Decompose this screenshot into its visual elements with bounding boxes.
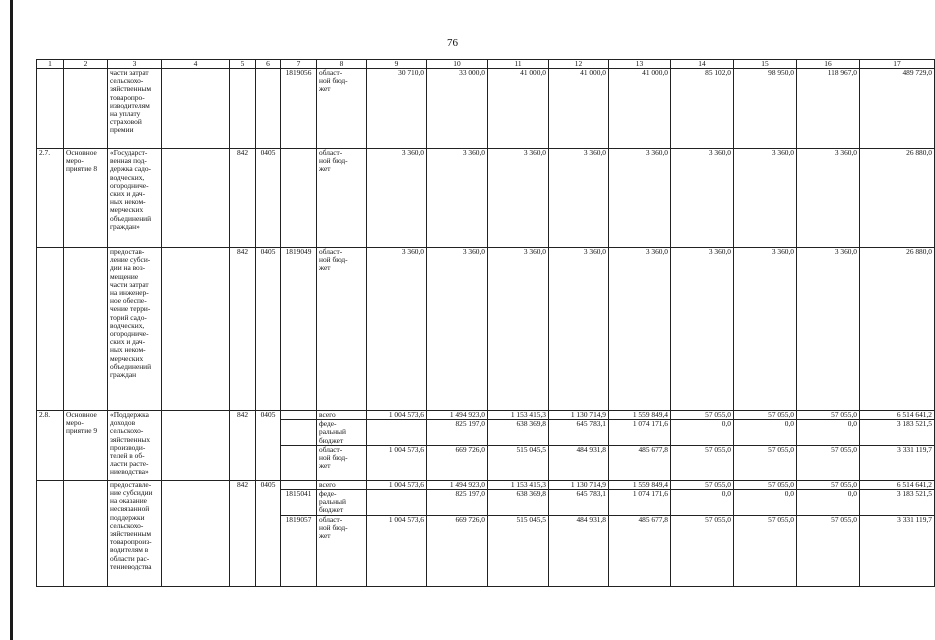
amount-cell: 1 004 573,6: [367, 445, 427, 480]
column-number-8: 8: [317, 60, 367, 69]
executor-cell: [162, 69, 230, 149]
amount-cell: 645 783,1: [549, 490, 609, 516]
amount-cell: 669 726,0: [427, 515, 488, 586]
column-number-4: 4: [162, 60, 230, 69]
page-number: 76: [447, 37, 458, 49]
item-description-line: ние субсидии: [110, 488, 153, 498]
code-csr: 1815041: [281, 490, 317, 516]
column-number-10: 10: [427, 60, 488, 69]
amount-cell: 3 360,0: [367, 248, 427, 411]
item-description-line: «Поддержка: [110, 410, 149, 419]
item-description-line: страховой: [110, 117, 142, 127]
item-name-line: меро-: [66, 418, 84, 428]
code-rzpr: 0405: [256, 480, 281, 586]
item-description-line: мещение: [110, 271, 139, 281]
item-description-line: ласти расте-: [110, 459, 149, 469]
amount-cell: 3 331 119,7: [860, 445, 935, 480]
item-description-line: тениеводства: [110, 561, 152, 571]
amount-cell: 0,0: [797, 420, 860, 446]
amount-cell: 118 967,0: [797, 69, 860, 149]
item-description-line: на оказание: [110, 496, 147, 506]
amount-cell: 3 360,0: [609, 149, 671, 248]
amount-cell: 1 130 714,9: [549, 480, 609, 489]
amount-cell: 57 055,0: [734, 480, 797, 489]
amount-cell: 3 360,0: [734, 149, 797, 248]
column-number-16: 16: [797, 60, 860, 69]
funding-source-line: ной бюд-: [319, 76, 348, 86]
item-description-line: «Государст-: [110, 148, 148, 157]
executor-cell: [162, 480, 230, 586]
executor-cell: [162, 248, 230, 411]
funding-source-line: бюджет: [319, 435, 344, 445]
amount-cell: 1 074 171,6: [609, 420, 671, 446]
item-description-line: торий садо-: [110, 312, 147, 322]
item-description-line: производи-: [110, 442, 146, 452]
code-grbs: [230, 69, 256, 149]
funding-source-line: феде-: [319, 419, 337, 429]
funding-source-line: област-: [319, 444, 343, 454]
funding-source-line: жет: [319, 531, 331, 541]
amount-cell: 1 074 171,6: [609, 490, 671, 516]
amount-cell: 0,0: [797, 490, 860, 516]
item-name-line: меро-: [66, 156, 84, 166]
item-number: [37, 69, 64, 149]
item-description-line: товаропроиз-: [110, 537, 152, 547]
code-rzpr: [256, 69, 281, 149]
item-number: 2.7.: [37, 149, 64, 248]
amount-cell: 3 360,0: [797, 248, 860, 411]
code-rzpr: 0405: [256, 248, 281, 411]
item-description-line: граждан»: [110, 221, 140, 231]
item-name: [64, 149, 108, 248]
item-description-line: ных неком-: [110, 345, 146, 355]
code-grbs: 842: [230, 149, 256, 248]
table-row: [37, 149, 935, 248]
code-csr: [281, 445, 317, 480]
table-row: [37, 69, 935, 149]
amount-cell: 41 000,0: [609, 69, 671, 149]
item-description-line: граждан: [110, 370, 137, 380]
item-number: [37, 480, 64, 586]
column-number-2: 2: [64, 60, 108, 69]
amount-cell: 57 055,0: [797, 411, 860, 420]
funding-source-line: област-: [319, 148, 343, 157]
amount-cell: 645 783,1: [549, 420, 609, 446]
amount-cell: 1 130 714,9: [549, 411, 609, 420]
amount-cell: 57 055,0: [734, 445, 797, 480]
amount-cell: 3 360,0: [609, 248, 671, 411]
column-number-15: 15: [734, 60, 797, 69]
table-row: [37, 480, 935, 489]
amount-cell: 1 004 573,6: [367, 480, 427, 489]
funding-source-line: ной бюд-: [319, 255, 348, 265]
amount-cell: 484 931,8: [549, 445, 609, 480]
amount-cell: 57 055,0: [671, 515, 734, 586]
item-name: [64, 411, 108, 481]
item-description-line: на уплату: [110, 109, 141, 119]
funding-source-line: област-: [319, 68, 343, 77]
funding-source-line: ной бюд-: [319, 453, 348, 463]
funding-source-line: феде-: [319, 489, 337, 499]
amount-cell: 57 055,0: [734, 411, 797, 420]
table-row: [37, 248, 935, 411]
amount-cell: 825 197,0: [427, 420, 488, 446]
amount-cell: 30 710,0: [367, 69, 427, 149]
item-description-line: сельскохо-: [110, 76, 144, 86]
amount-cell: 1 494 923,0: [427, 411, 488, 420]
code-csr: [281, 420, 317, 446]
item-description-line: поддержки: [110, 512, 145, 522]
item-description-line: предоставле-: [110, 479, 152, 489]
funding-source-line: ральный: [319, 427, 346, 437]
item-name: [64, 69, 108, 149]
item-description-line: объединений: [110, 361, 152, 371]
column-number-7: 7: [281, 60, 317, 69]
item-description-line: области рас-: [110, 553, 150, 563]
amount-cell: 57 055,0: [671, 445, 734, 480]
item-description-line: премии: [110, 125, 134, 135]
item-description-line: ских и дач-: [110, 189, 146, 199]
funding-source: [317, 149, 367, 248]
item-description-line: огородниче-: [110, 329, 149, 339]
item-description-line: сельскохо-: [110, 520, 144, 530]
executor-cell: [162, 411, 230, 481]
column-number-1: 1: [37, 60, 64, 69]
item-description-line: водческих,: [110, 320, 145, 330]
item-description-line: телей в об-: [110, 451, 145, 461]
amount-cell: 57 055,0: [734, 515, 797, 586]
item-description-line: дии на воз-: [110, 263, 146, 273]
item-description-line: объединений: [110, 213, 152, 223]
item-description-line: зяйственным: [110, 529, 152, 539]
amount-cell: 1 004 573,6: [367, 411, 427, 420]
column-number-11: 11: [488, 60, 549, 69]
amount-cell: 0,0: [734, 490, 797, 516]
amount-cell: 0,0: [671, 420, 734, 446]
code-csr: 1819057: [281, 515, 317, 586]
amount-cell: 41 000,0: [549, 69, 609, 149]
scan-edge-line: [10, 0, 13, 640]
amount-cell: 485 677,8: [609, 515, 671, 586]
item-description: [108, 149, 162, 248]
funding-source-line: жет: [319, 164, 331, 174]
column-number-6: 6: [256, 60, 281, 69]
item-description-line: зяйственных: [110, 434, 151, 444]
amount-cell: 57 055,0: [671, 411, 734, 420]
funding-source-line: ной бюд-: [319, 156, 348, 166]
amount-cell: 638 369,8: [488, 420, 549, 446]
column-number-14: 14: [671, 60, 734, 69]
item-description-line: огородниче-: [110, 180, 149, 190]
item-description-line: предостав-: [110, 247, 145, 256]
amount-cell: 3 360,0: [549, 149, 609, 248]
item-description: [108, 480, 162, 586]
amount-cell: 98 950,0: [734, 69, 797, 149]
funding-source: [317, 420, 367, 446]
item-description-line: ных неком-: [110, 197, 146, 207]
amount-cell: 3 183 521,5: [860, 420, 935, 446]
item-description-line: ление субси-: [110, 255, 151, 265]
amount-cell: 3 360,0: [367, 149, 427, 248]
amount-cell: 3 360,0: [734, 248, 797, 411]
item-name-line: приятие 9: [66, 426, 98, 436]
budget-table: [36, 59, 935, 587]
amount-cell: 57 055,0: [671, 480, 734, 489]
item-description-line: держка садо-: [110, 164, 152, 174]
amount-cell: 1 153 415,3: [488, 480, 549, 489]
item-description-line: мерческих: [110, 353, 144, 363]
code-grbs: 842: [230, 480, 256, 586]
item-description-line: ниеводства»: [110, 467, 149, 477]
amount-cell: 3 360,0: [427, 149, 488, 248]
item-description: [108, 69, 162, 149]
amount-cell: 3 331 119,7: [860, 515, 935, 586]
funding-source: [317, 490, 367, 516]
item-name-line: Основное: [66, 410, 97, 419]
amount-cell: 515 045,5: [488, 445, 549, 480]
item-description-line: водителям в: [110, 545, 149, 555]
funding-source: [317, 515, 367, 586]
amount-cell: 33 000,0: [427, 69, 488, 149]
column-number-9: 9: [367, 60, 427, 69]
amount-cell: 3 360,0: [797, 149, 860, 248]
item-description-line: венная под-: [110, 156, 147, 166]
funding-source-line: ной бюд-: [319, 522, 348, 532]
amount-cell: 26 880,0: [860, 149, 935, 248]
funding-source-line: област-: [319, 247, 343, 256]
amount-cell: 3 183 521,5: [860, 490, 935, 516]
amount-cell: 57 055,0: [797, 515, 860, 586]
amount-cell: 515 045,5: [488, 515, 549, 586]
funding-source: [317, 248, 367, 411]
item-description-line: мерческих: [110, 205, 144, 215]
amount-cell: 489 729,0: [860, 69, 935, 149]
amount-cell: 41 000,0: [488, 69, 549, 149]
executor-cell: [162, 149, 230, 248]
header-row: [37, 60, 935, 69]
amount-cell: 26 880,0: [860, 248, 935, 411]
code-csr: [281, 149, 317, 248]
item-description-line: товаропро-: [110, 92, 145, 102]
funding-source-line: жет: [319, 84, 331, 94]
code-rzpr: 0405: [256, 149, 281, 248]
amount-cell: 825 197,0: [427, 490, 488, 516]
amount-cell: 0,0: [671, 490, 734, 516]
amount-cell: 3 360,0: [671, 149, 734, 248]
funding-source-line: ральный: [319, 497, 346, 507]
amount-cell: [367, 420, 427, 446]
column-number-12: 12: [549, 60, 609, 69]
item-number: [37, 248, 64, 411]
amount-cell: 1 153 415,3: [488, 411, 549, 420]
amount-cell: 57 055,0: [797, 445, 860, 480]
code-csr: 1819056: [281, 69, 317, 149]
funding-source: [317, 69, 367, 149]
amount-cell: 3 360,0: [427, 248, 488, 411]
funding-source-line: жет: [319, 461, 331, 471]
amount-cell: 485 677,8: [609, 445, 671, 480]
item-description-line: несвязанной: [110, 504, 150, 514]
funding-source-line: жет: [319, 263, 331, 273]
amount-cell: 85 102,0: [671, 69, 734, 149]
amount-cell: 669 726,0: [427, 445, 488, 480]
amount-cell: [367, 490, 427, 516]
item-description-line: чение терри-: [110, 304, 151, 314]
item-number: 2.8.: [37, 411, 64, 481]
column-number-17: 17: [860, 60, 935, 69]
item-description-line: зяйственным: [110, 84, 152, 94]
funding-source-line: област-: [319, 514, 343, 524]
amount-cell: 57 055,0: [797, 480, 860, 489]
amount-cell: 1 559 849,4: [609, 480, 671, 489]
funding-source-line: всего: [319, 479, 336, 489]
column-number-13: 13: [609, 60, 671, 69]
item-description-line: части затрат: [110, 279, 149, 289]
funding-source: [317, 445, 367, 480]
item-description-line: изводителям: [110, 100, 150, 110]
amount-cell: 484 931,8: [549, 515, 609, 586]
item-description: [108, 411, 162, 481]
item-description-line: ских и дач-: [110, 337, 146, 347]
funding-source-line: бюджет: [319, 505, 344, 515]
item-name-line: Основное: [66, 148, 97, 157]
item-description: [108, 248, 162, 411]
code-csr: [281, 411, 317, 420]
amount-cell: 3 360,0: [488, 248, 549, 411]
item-description-line: части затрат: [110, 68, 149, 77]
amount-cell: 6 514 641,2: [860, 480, 935, 489]
item-name: [64, 248, 108, 411]
code-grbs: 842: [230, 248, 256, 411]
item-description-line: водческих,: [110, 172, 145, 182]
code-grbs: 842: [230, 411, 256, 481]
amount-cell: 1 494 923,0: [427, 480, 488, 489]
column-number-3: 3: [108, 60, 162, 69]
code-rzpr: 0405: [256, 411, 281, 481]
item-description-line: на инженер-: [110, 288, 149, 298]
amount-cell: 1 004 573,6: [367, 515, 427, 586]
item-description-line: доходов: [110, 418, 136, 428]
amount-cell: 3 360,0: [671, 248, 734, 411]
amount-cell: 3 360,0: [488, 149, 549, 248]
item-description-line: ное обеспе-: [110, 296, 147, 306]
item-name-line: приятие 8: [66, 164, 98, 174]
table-row: [37, 411, 935, 420]
amount-cell: 3 360,0: [549, 248, 609, 411]
amount-cell: 638 369,8: [488, 490, 549, 516]
funding-source-line: всего: [319, 410, 336, 419]
column-number-5: 5: [230, 60, 256, 69]
amount-cell: 6 514 641,2: [860, 411, 935, 420]
item-description-line: сельскохо-: [110, 426, 144, 436]
amount-cell: 0,0: [734, 420, 797, 446]
item-name: [64, 480, 108, 586]
amount-cell: 1 559 849,4: [609, 411, 671, 420]
code-csr: 1819049: [281, 248, 317, 411]
